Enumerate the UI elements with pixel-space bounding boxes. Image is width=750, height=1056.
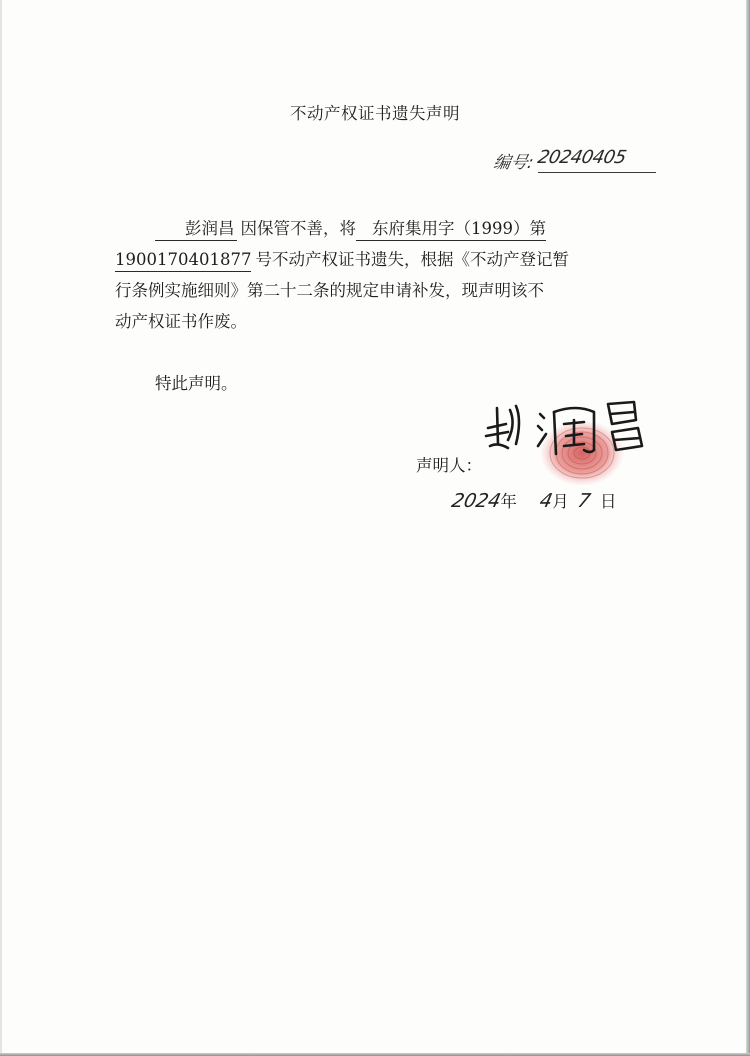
date-month: 4	[537, 490, 555, 512]
serial-number	[491, 144, 664, 178]
document-title: 不动产权证书遗失声明	[290, 104, 460, 123]
body-line-4: 动产权证书作废。	[115, 312, 247, 331]
date-day-suffix: 日	[600, 492, 617, 511]
closing-statement: 特此声明。	[155, 374, 238, 393]
body-line-1	[115, 213, 640, 244]
body-text-2: 号不动产权证书遗失，根据《不动产登记暂	[255, 250, 569, 269]
signing-date	[449, 488, 652, 518]
serial-underline	[538, 172, 656, 173]
owner-name: 彭润昌	[155, 218, 237, 241]
handwritten-signature	[478, 384, 658, 464]
certificate-word: 东府集用字（1999）第	[356, 218, 546, 241]
certificate-number: 1900170401877	[115, 249, 251, 272]
declarant-label: 声明人：	[416, 456, 482, 475]
serial-label: 编号:	[491, 153, 536, 173]
scan-edge-right	[746, 0, 750, 1056]
body-text-1: 因保管不善，将	[240, 219, 356, 238]
date-month-suffix: 月	[552, 492, 569, 511]
date-year: 2024	[449, 490, 503, 512]
body-line-3: 行条例实施细则》第二十二条的规定申请补发，现声明该不	[115, 281, 544, 300]
declaration-body	[115, 213, 640, 337]
serial-value: 20240405	[535, 147, 628, 168]
date-year-suffix: 年	[500, 492, 517, 511]
body-line-2	[115, 244, 640, 275]
scan-edge-left	[0, 0, 2, 1056]
date-day: 7	[575, 490, 593, 512]
